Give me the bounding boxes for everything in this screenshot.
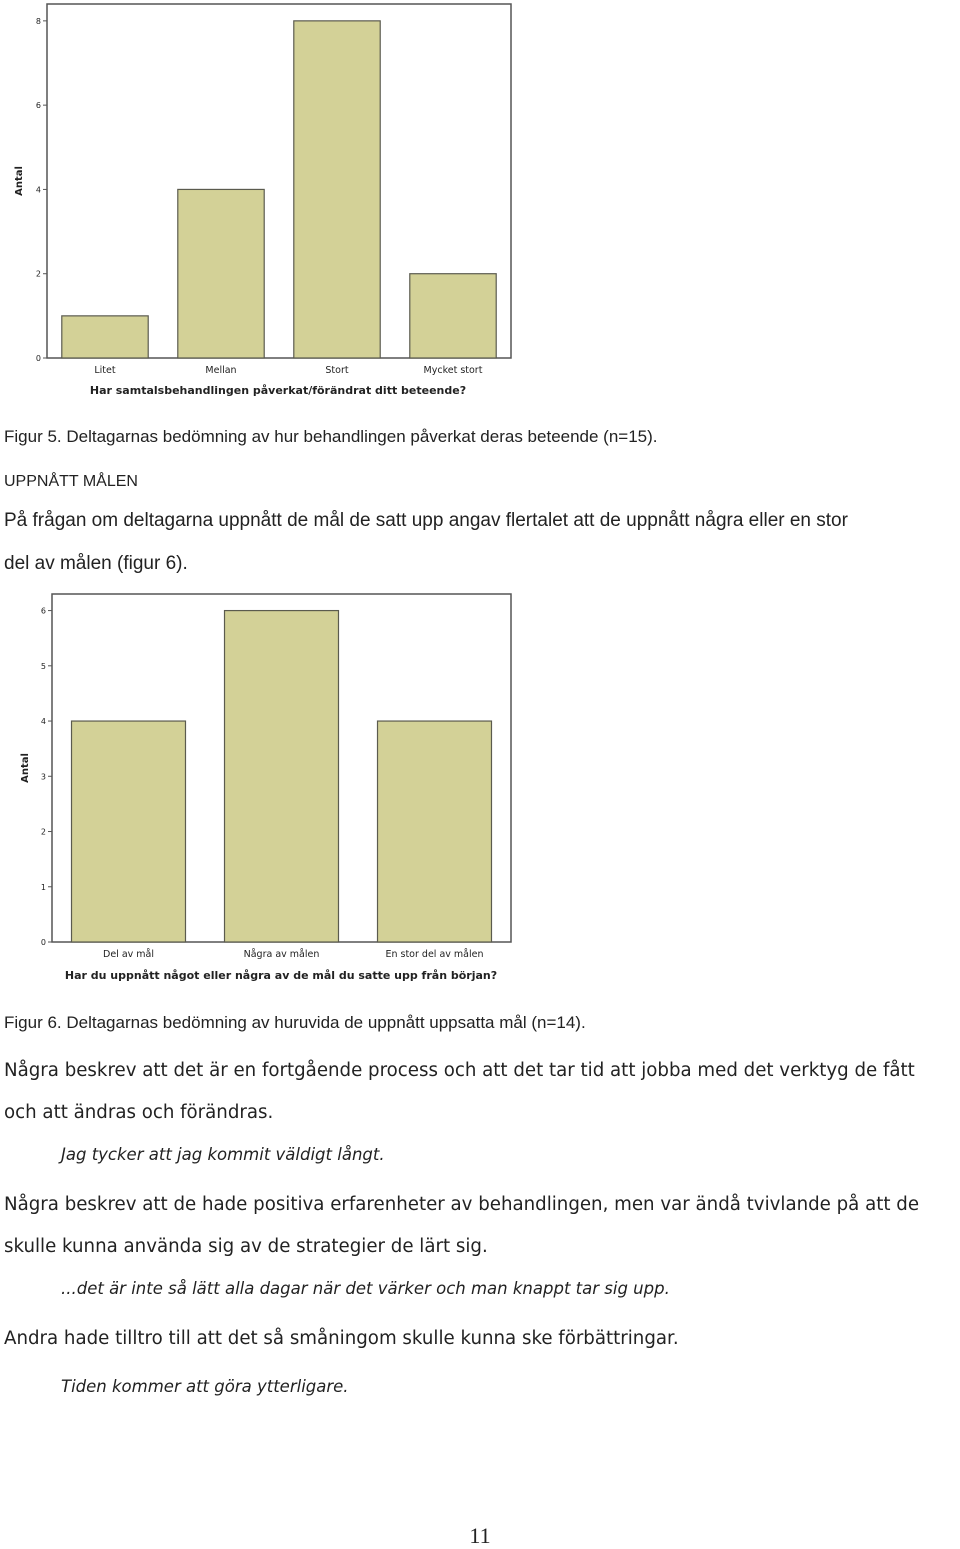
paragraph-3-line-2: skulle kunna använda sig av de strategier de lärt sig. [4,1236,488,1257]
paragraph-2-line-1: Några beskrev att det är en fortgående process och att det tar tid att jobba med det verktyg de fått [4,1060,915,1081]
y-axis-label: Antal [20,753,31,783]
bar [62,316,148,358]
x-axis-label: Har du uppnått något eller några av de mål du satte upp från början? [64,969,498,982]
chart-figure-6 [0,590,520,990]
paragraph-1-line-1: På frågan om deltagarna uppnått de mål de satt upp angav flertalet att de uppnått några eller en stor [4,510,848,531]
y-tick-label: 5 [40,661,46,671]
y-tick-label: 6 [40,606,46,616]
y-tick-label: 0 [35,354,41,363]
y-tick-label: 1 [40,882,46,892]
quote-3: Tiden kommer att göra ytterligare. [61,1377,349,1396]
y-tick-label: 6 [35,101,41,111]
figure-6-caption: Figur 6. Deltagarnas bedömning av huruvida de uppnått uppsatta mål (n=14). [4,1013,586,1032]
x-tick-label: Några av målen [243,949,320,960]
section-heading: UPPNÅTT MÅLEN [4,473,138,490]
x-axis-label: Har samtalsbehandlingen påverkat/förändrat ditt beteende? [89,384,467,397]
bar [410,274,496,358]
x-tick-label: Litet [94,365,116,376]
chart-figure-5 [0,0,520,405]
paragraph-4: Andra hade tilltro till att det så småningom skulle kunna ske förbättringar. [4,1328,679,1349]
y-axis-label: Antal [14,166,25,196]
x-tick-label: En stor del av målen [385,949,484,960]
x-tick-label: Mycket stort [423,365,483,376]
y-tick-label: 4 [40,717,46,727]
paragraph-1-line-2: del av målen (figur 6). [4,553,188,574]
y-tick-label: 3 [40,772,46,782]
y-tick-label: 4 [35,185,41,195]
page-number: 11 [469,1523,491,1548]
figure-5-caption: Figur 5. Deltagarnas bedömning av hur behandlingen påverkat deras beteende (n=15). [4,427,658,446]
quote-1: Jag tycker att jag kommit väldigt långt. [61,1145,385,1164]
x-tick-label: Mellan [205,365,237,376]
bar [378,721,492,942]
bar [225,611,339,942]
x-tick-label: Stort [325,365,349,376]
paragraph-3-line-1: Några beskrev att de hade positiva erfarenheter av behandlingen, men var ändå tvivlande på att de [4,1194,920,1215]
y-tick-label: 2 [40,827,46,837]
paragraph-2-line-2: och att ändras och förändras. [4,1102,274,1123]
y-tick-label: 2 [35,269,41,279]
bar [178,189,264,358]
bar [72,721,186,942]
y-tick-label: 0 [40,938,46,947]
y-tick-label: 8 [35,16,41,26]
quote-2: ...det är inte så lätt alla dagar när det värker och man knappt tar sig upp. [61,1279,670,1298]
x-tick-label: Del av mål [103,949,154,960]
bar [294,21,380,358]
